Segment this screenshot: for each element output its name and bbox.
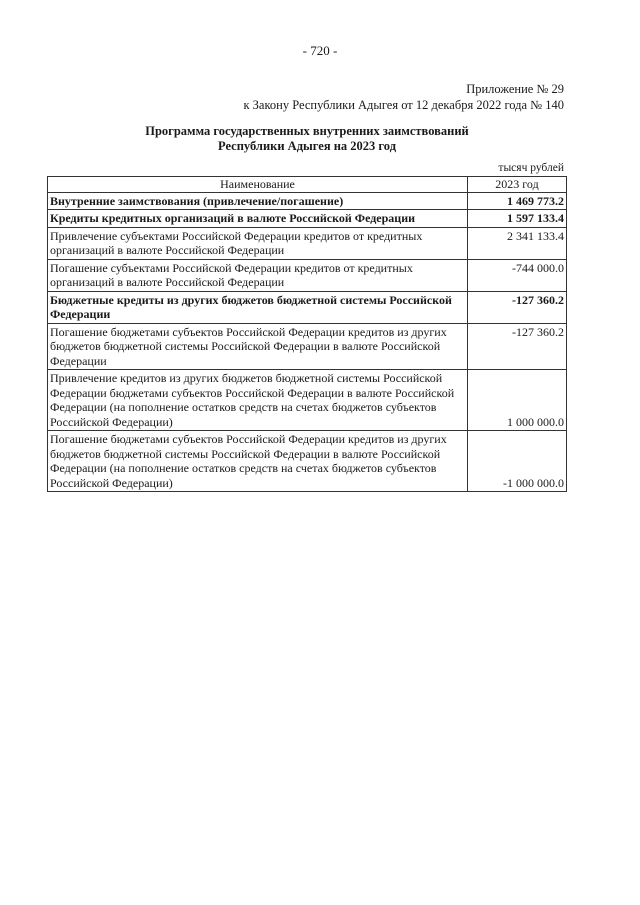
row-name: Привлечение кредитов из других бюджетов бюджетной системы Российской Федерации бюджетами субъектов Российской Федерации в валюте Российской Федерации (на пополнение остатков средств на счетах бюджетов субъектов Российской Федерации) xyxy=(48,370,468,431)
appendix-line-2: к Закону Республики Адыгея от 12 декабря 2022 года № 140 xyxy=(243,98,564,112)
title-line-2: Республики Адыгея на 2023 год xyxy=(217,139,397,153)
row-name: Погашение бюджетами субъектов Российской Федерации кредитов из других бюджетов бюджетной системы Российской Федерации в валюте Российской Федерации xyxy=(48,323,468,370)
row-value: -1 000 000.0 xyxy=(468,431,567,492)
table-row xyxy=(48,323,567,370)
table-row xyxy=(48,291,567,323)
row-value: -744 000.0 xyxy=(468,259,567,291)
row-value: 1 597 133.4 xyxy=(468,210,567,228)
table-row xyxy=(48,431,567,492)
row-name: Привлечение субъектами Российской Федерации кредитов от кредитных организаций в валюте Российской Федерации xyxy=(48,227,468,259)
table-row xyxy=(48,227,567,259)
header-year: 2023 год xyxy=(468,177,567,193)
units-label: тысяч рублей xyxy=(498,162,564,174)
header-name: Наименование xyxy=(48,177,468,193)
row-name: Внутренние заимствования (привлечение/погашение) xyxy=(48,192,468,210)
borrowings-table xyxy=(47,176,567,492)
row-value: -127 360.2 xyxy=(468,291,567,323)
appendix-line-1: Приложение № 29 xyxy=(466,82,564,96)
row-value: 2 341 133.4 xyxy=(468,227,567,259)
page-number: - 720 - xyxy=(302,43,338,58)
row-name: Погашение субъектами Российской Федерации кредитов от кредитных организаций в валюте Российской Федерации xyxy=(48,259,468,291)
table-row xyxy=(48,192,567,210)
table-row xyxy=(48,210,567,228)
table-row xyxy=(48,259,567,291)
document-title xyxy=(0,124,614,154)
row-name: Бюджетные кредиты из других бюджетов бюджетной системы Российской Федерации xyxy=(48,291,468,323)
row-value: -127 360.2 xyxy=(468,323,567,370)
row-value: 1 469 773.2 xyxy=(468,192,567,210)
row-name: Кредиты кредитных организаций в валюте Российской Федерации xyxy=(48,210,468,228)
table-header-row xyxy=(48,177,567,193)
title-line-1: Программа государственных внутренних заимствований xyxy=(145,124,469,138)
row-value: 1 000 000.0 xyxy=(468,370,567,431)
table-row xyxy=(48,370,567,431)
row-name: Погашение бюджетами субъектов Российской Федерации кредитов из других бюджетов бюджетной системы Российской Федерации в валюте Российской Федерации (на пополнение остатков средств на счетах бюджетов субъектов Российской Федерации) xyxy=(48,431,468,492)
appendix-note xyxy=(243,81,564,113)
